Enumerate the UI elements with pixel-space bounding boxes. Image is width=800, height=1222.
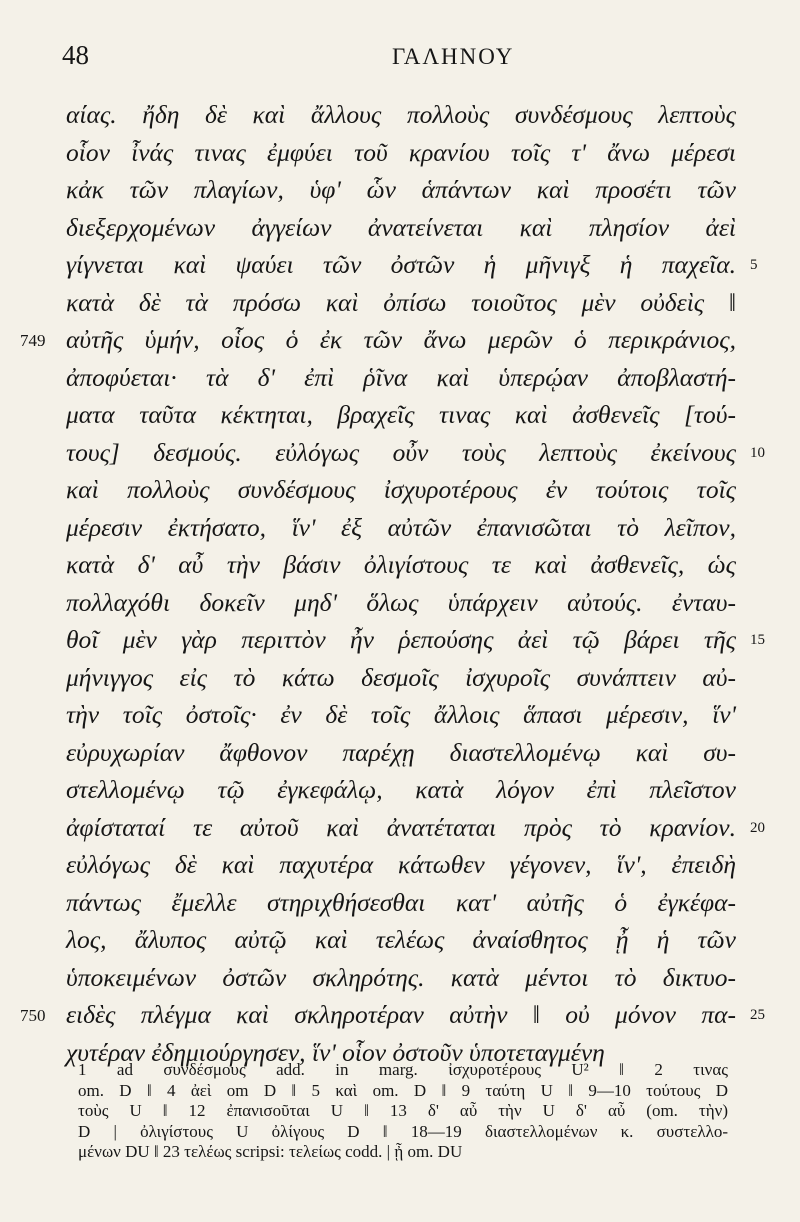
line-text: ειδὲς πλέγμα καὶ σκληροτέραν αὐτὴν ‖ οὐ μόνον πα-: [66, 1000, 736, 1029]
marginal-page-number: 750: [20, 1006, 46, 1025]
line-number: 15: [750, 632, 765, 648]
text-line: [0, 884, 800, 922]
line-text: αὐτῆς ὑμήν, οἷος ὁ ἐκ τῶν ἄνω μερῶν ὁ περικράνιος,: [66, 325, 736, 354]
text-line: [0, 921, 800, 959]
text-line: [0, 584, 800, 622]
text-line: [0, 659, 800, 697]
text-line: [0, 509, 800, 547]
text-line: [0, 171, 800, 209]
line-text: κατὰ δὲ τὰ πρόσω καὶ ὀπίσω τοιοῦτος μὲν οὐδεὶς ‖: [66, 287, 736, 317]
line-text: πολλαχόθι δοκεῖν μηδ' ὅλως ὑπάρχειν αὐτούς. ἐνταυ-: [66, 587, 736, 617]
text-line: [0, 771, 800, 809]
text-line: [0, 246, 800, 284]
line-text: κατὰ δ' αὖ τὴν βάσιν ὀλιγίστους τε καὶ ἀσθενεῖς, ὡς: [66, 550, 736, 579]
footnote-line: μένων DU ‖ 23 τελέως scripsi: τελείως codd. | ᾖ om. DU: [78, 1142, 463, 1161]
marginal-page-number: 749: [20, 331, 46, 350]
line-text: μήνιγγος εἰς τὸ κάτω δεσμοῖς ἰσχυροῖς συνάπτειν αὐ-: [66, 662, 736, 692]
line-text: οἷον ἶνάς τινας ἐμφύει τοῦ κρανίου τοῖς τ' ἄνω μέρεσι: [66, 137, 736, 167]
line-text: στελλομένῳ τῷ ἐγκεφάλῳ, κατὰ λόγον ἐπὶ πλεῖστον: [66, 775, 736, 804]
line-text: ὑποκειμένων ὀστῶν σκληρότης. κατὰ μέντοι τὸ δικτυο-: [66, 962, 736, 992]
line-text: εὐρυχωρίαν ἄφθονον παρέχῃ διαστελλομένῳ καὶ συ-: [66, 737, 736, 767]
line-text: μέρεσιν ἐκτήσατο, ἵν' ἐξ αὐτῶν ἐπανισῶται τὸ λεῖπον,: [66, 512, 736, 542]
line-text: κἀκ τῶν πλαγίων, ὑφ' ὧν ἁπάντων καὶ προσέτι τῶν: [66, 175, 736, 204]
line-text: καὶ πολλοὺς συνδέσμους ἰσχυροτέρους ἐν τούτοις τοῖς: [66, 475, 736, 504]
line-number: 25: [750, 1007, 765, 1023]
text-line: [0, 134, 800, 172]
running-title: ΓΑΛΗΝΟΥ: [392, 44, 515, 69]
line-text: ματα ταῦτα κέκτηται, βραχεῖς τινας καὶ ἀσθενεῖς [τού-: [66, 400, 736, 429]
text-line: [0, 546, 800, 584]
line-text: ἀποφύεται· τὰ δ' ἐπὶ ῥῖνα καὶ ὑπερῴαν ἀποβλαστή-: [66, 362, 736, 392]
text-line: [0, 434, 800, 472]
line-text: τους] δεσμούς. εὐλόγως οὖν τοὺς λεπτοὺς ἐκείνους: [66, 437, 736, 467]
text-line: [0, 396, 800, 434]
text-line: [0, 621, 800, 659]
text-line: [0, 209, 800, 247]
text-line: [0, 846, 800, 884]
critical-apparatus: [78, 1060, 728, 1163]
page-number: 48: [62, 40, 89, 70]
text-line: [0, 696, 800, 734]
text-line: [0, 996, 800, 1034]
text-line: [0, 359, 800, 397]
line-text: αίας. ἤδη δὲ καὶ ἄλλους πολλοὺς συνδέσμους λεπτοὺς: [66, 100, 736, 129]
line-text: τὴν τοῖς ὀστοῖς· ἐν δὲ τοῖς ἄλλοις ἅπασι μέρεσιν, ἵν': [66, 700, 736, 729]
line-text: εὐλόγως δὲ καὶ παχυτέρα κάτωθεν γέγονεν, ἵν', ἐπειδὴ: [66, 850, 736, 879]
line-text: θοῖ μὲν γὰρ περιττὸν ἦν ῥεπούσης ἀεὶ τῷ βάρει τῆς: [66, 625, 736, 654]
page-header: [62, 40, 762, 76]
line-text: διεξερχομένων ἀγγείων ἀνατείνεται καὶ πλησίον ἀεὶ: [66, 212, 736, 242]
line-number: 20: [750, 819, 765, 836]
text-line: [0, 471, 800, 509]
footnote-line: τοὺς U ‖ 12 ἐπανισοῦται U ‖ 13 δ' αὖ τὴν U δ' αὖ (om. τὴν): [78, 1101, 728, 1120]
text-line: [0, 809, 800, 847]
text-line: [0, 959, 800, 997]
line-text: ἀφίσταταί τε αὐτοῦ καὶ ἀνατέταται πρὸς τὸ κρανίον.: [66, 812, 736, 842]
line-text: πάντως ἔμελλε στηριχθήσεσθαι κατ' αὐτῆς ὁ ἐγκέφα-: [66, 887, 736, 917]
line-number: 5: [750, 257, 758, 273]
text-line: [0, 284, 800, 322]
footnote-line: om. D ‖ 4 ἀεὶ om D ‖ 5 καὶ om. D ‖ 9 ταύτη U ‖ 9—10 τούτους D: [78, 1080, 728, 1100]
line-text: χυτέραν ἐδημιούργησεν, ἵν' οἷον ὀστοῦν ὑποτεταγμένη: [66, 1037, 605, 1067]
text-line: [0, 321, 800, 359]
text-line: [0, 96, 800, 134]
line-number: 10: [750, 444, 765, 461]
footnote-line: D | ὀλιγίστους U ὀλίγους D ‖ 18—19 διαστελλομένων κ. συστελλο-: [78, 1121, 728, 1141]
text-line: [0, 734, 800, 772]
footnote-line: 1 ad συνδέσμους add. in marg. ἰσχυροτέρους U² ‖ 2 τινας: [78, 1060, 728, 1079]
line-text: γίγνεται καὶ ψαύει τῶν ὀστῶν ἡ μῆνιγξ ἡ παχεῖα.: [66, 250, 736, 279]
line-text: λος, ἄλυπος αὐτῷ καὶ τελέως ἀναίσθητος ᾖ ἡ τῶν: [66, 925, 736, 954]
main-text: [0, 96, 800, 1071]
